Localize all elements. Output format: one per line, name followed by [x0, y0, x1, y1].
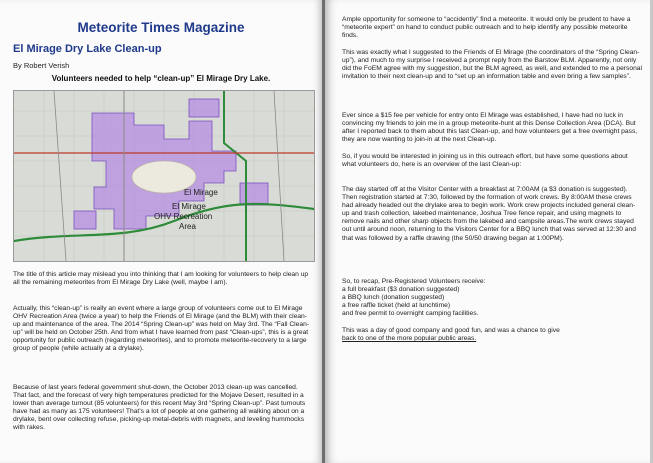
- right-paragraph-4: So, if you would be interested in joining us in this outreach effort, but have some questions about what volunteers do, here is an overview of the last Clean-up:: [342, 153, 628, 169]
- article-byline: By Robert Verish: [13, 61, 70, 70]
- recap-item-3: a free raffle ticket (held at lunchtime): [342, 302, 451, 309]
- recap-item-1: a full breakfast ($3 donation suggested): [342, 286, 460, 293]
- right-page: [325, 0, 650, 463]
- recap-item-4: and free permit to overnight camping facilities.: [342, 310, 479, 317]
- map-label-area-1: El Mirage: [172, 202, 206, 211]
- map-label-area-2: OHV Recreation: [154, 212, 213, 221]
- el-mirage-map-image: [13, 90, 315, 262]
- map-label-town: El Mirage: [184, 188, 218, 197]
- article-intro: Volunteers needed to help “clean-up” El Mirage Dry Lake.: [51, 74, 271, 83]
- left-paragraph-1: The title of this article may mislead you into thinking that I am looking for volunteers to help clean up all the remaining meteorites from El Mirage Dry Lake (well, maybe I am).: [13, 271, 309, 287]
- magazine-title: Meteorite Times Magazine: [77, 20, 245, 35]
- closing-line-1: This was a day of good company and good fun, and was a chance to give: [342, 327, 560, 334]
- recap-heading: So, to recap, Pre-Registered Volunteers receive:: [342, 278, 486, 285]
- recap-item-2: a BBQ lunch (donation suggested): [342, 294, 445, 301]
- map-illustration: [14, 91, 314, 261]
- closing-line-2: back to one of the more popular public areas.: [342, 335, 477, 342]
- right-paragraph-1: Ample opportunity for someone to “accidently” find a meteorite. It would only be prudent to have a “meteorite expert” on hand to conduct public outreach and to help identify any possible meteorite finds.: [342, 16, 631, 40]
- left-paragraph-3: Because of last years federal government shut-down, the October 2013 clean-up was cancelled. That fact, and the forecast of very high temperatures predicted for the Mojave Desert, resulted in a lower than average turnout (85 volunteers) for this recent May 3rd “Spring Clean-up”. Past turnouts have had as many as 175 volunteers! That’s a lot of people at one gathering all walking about on a drylake, bent over collecting refuse, picking-up metal-debris with magnets, and leveling hummocks with rakes.: [13, 384, 306, 432]
- right-paragraph-2: This was exactly what I suggested to the Friends of El Mirage (the coordinators of the “Spring Clean-up”), and much to my surprise I received a prompt reply from the Barstow BLM. Apparently, not only did the FoEM agree with my suggestion, but the BLM agreed, as well, and extended to me a personal invitation to their next clean-up and to “set up an information table and even bring a few samples”.: [342, 49, 642, 81]
- left-paragraph-2: Actually, this “clean-up” is really an event where a large group of volunteers come out to El Mirage OHV Recreation Area (twice a year) to help the Friends of El Mirage (and the BLM) with their clean-up and maintenance of the area. The 2014 “Spring Clean-up” was held on May 3rd. The “Fall Clean-up” will be held on October 25th. And from what I have learned from past “Clean-ups”, this is a great opportunity for public outreach (regarding meteorites), and to promote meteorite-recovery to a large group of people (while actually at a drylake).: [13, 305, 310, 353]
- right-paragraph-5: The day started off at the Visitor Center with a breakfast at 7:00AM (a $3 donation is suggested). Then registration started at 7:30, followed by the formation of work crews. By 8:00AM these crews had already headed out the drylake area to begin work. Work crew projects included general clean-up and trash collection, lakebed maintenance, Joshua Tree fence repair, and using magnets to remove nails and other sharp objects from the lakebed and campsite areas.The work crews stayed out until around noon, returning to the Visitors Center for a BBQ lunch that was served at 12:30 and that was followed by a raffle drawing (the 50/50 drawing began at 1:00PM).: [342, 186, 636, 242]
- right-paragraph-3: Ever since a $15 fee per vehicle for entry onto El Mirage was established, I have had no luck in convincing my friends to join me in a group meteorite-hunt at this Dense Collection Area (DCA). But after I reported back to them about this last Clean-up, and how volunteers get a free overnight pass, they are now wanting to join-in at the next Clean-up.: [342, 112, 638, 144]
- article-title: El Mirage Dry Lake Clean-up: [13, 43, 162, 55]
- map-label-area-3: Area: [179, 222, 196, 231]
- left-page: [0, 0, 322, 463]
